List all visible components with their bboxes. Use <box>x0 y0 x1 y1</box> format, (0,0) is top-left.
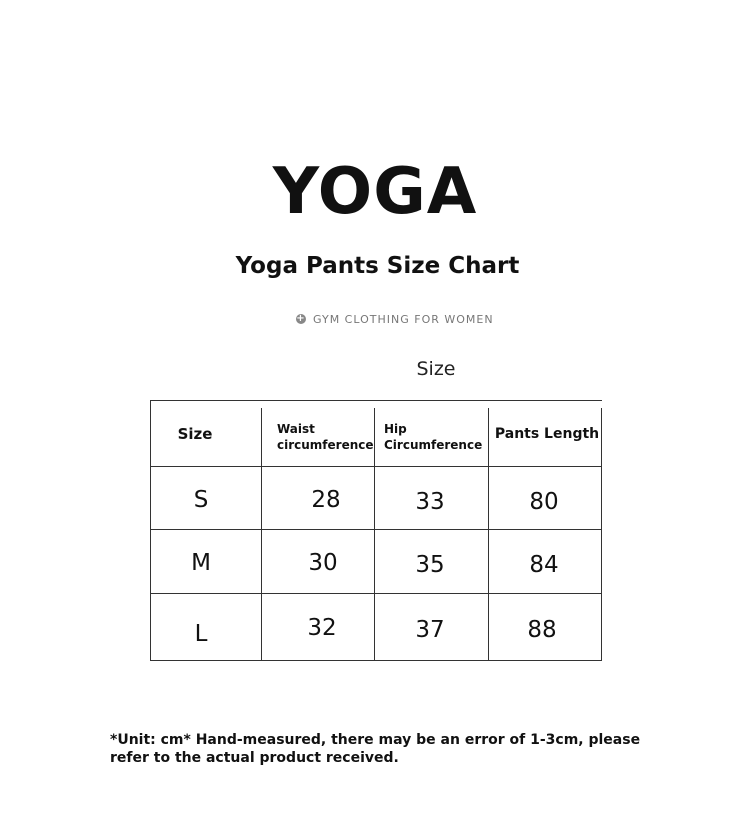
header-size: Size <box>177 424 213 443</box>
table-cell: 32 <box>307 614 337 641</box>
header-hip: Hip Circumference <box>384 422 483 452</box>
page-title: YOGA <box>272 155 478 229</box>
header-waist: Waist circumference <box>277 422 374 452</box>
footnote: *Unit: cm* Hand-measured, there may be an error of 1-3cm, please refer to the actual product received. <box>110 732 641 766</box>
table-cell: 35 <box>415 552 445 578</box>
table-cell: 84 <box>529 552 559 578</box>
table-cell: M <box>191 550 211 576</box>
table-cell: 33 <box>415 488 445 515</box>
header-pants-length: Pants Length <box>494 425 600 442</box>
plus-circle-icon: + <box>296 313 306 324</box>
tagline-text: GYM CLOTHING FOR WOMEN <box>313 312 494 326</box>
table-caption: Size <box>416 358 456 380</box>
chart-subtitle: Yoga Pants Size Chart <box>235 253 520 279</box>
table-cell: 80 <box>529 488 559 515</box>
size-table <box>150 400 602 662</box>
table-cell: 88 <box>527 616 557 643</box>
table-cell: S <box>193 486 209 513</box>
table-cell: 30 <box>308 550 338 576</box>
table-cell: 28 <box>311 486 341 513</box>
tagline <box>296 312 494 326</box>
table-cell: 37 <box>415 616 445 643</box>
table-cell: L <box>194 620 208 647</box>
